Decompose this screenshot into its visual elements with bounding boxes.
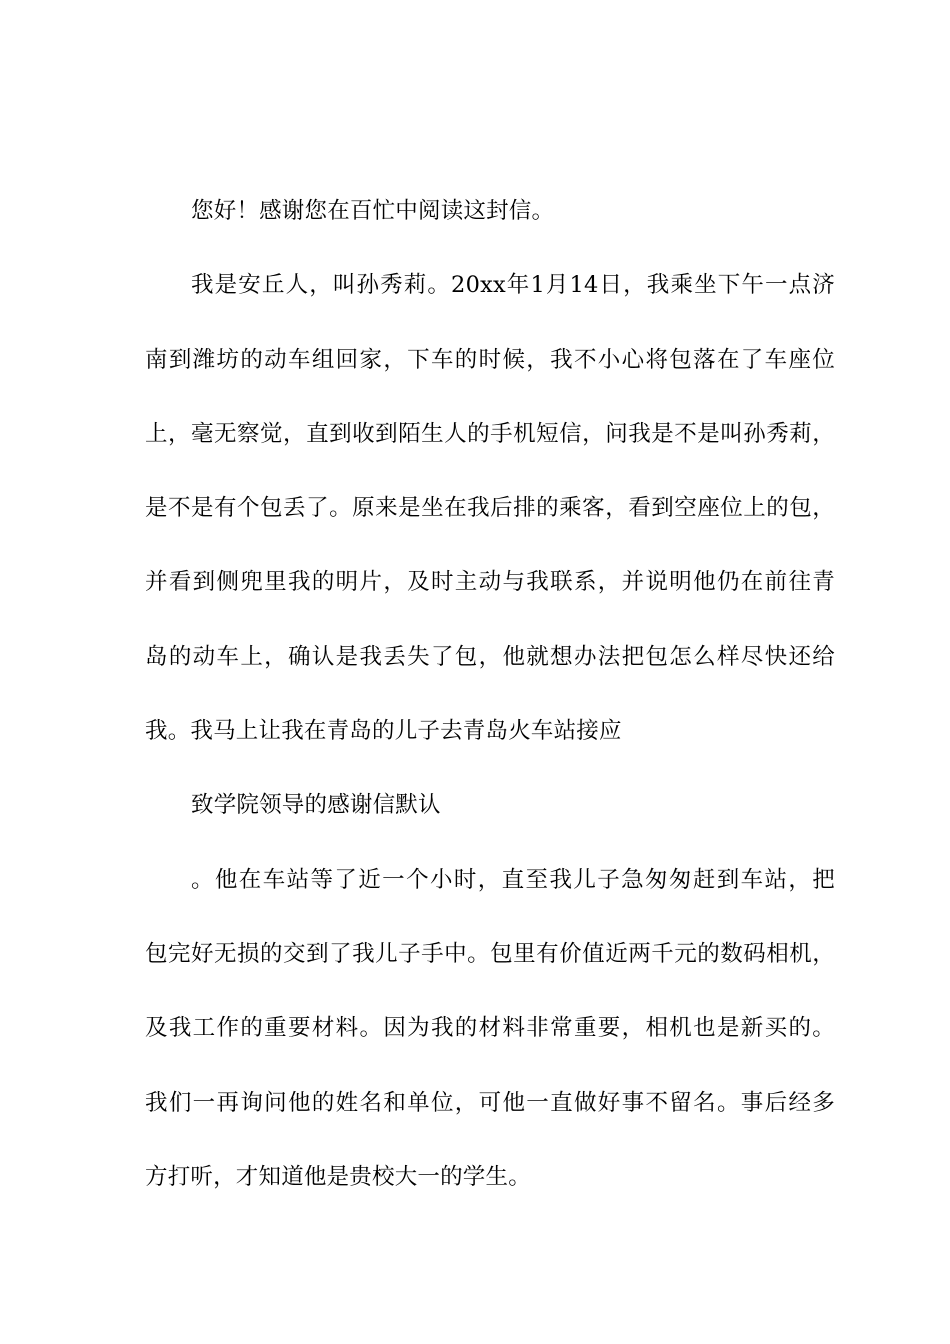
paragraph-line: 上，毫无察觉，直到收到陌生人的手机短信，问我是不是叫孙秀莉， (145, 420, 835, 447)
section-heading: 致学院领导的感谢信默认 (191, 792, 441, 819)
paragraph-line: 南到潍坊的动车组回家，下车的时候，我不小心将包落在了车座位 (145, 346, 835, 373)
paragraph-line: 岛的动车上，确认是我丢失了包，他就想办法把包怎么样尽快还给 (145, 643, 835, 670)
paragraph-line: 我是安丘人，叫孙秀莉。20xx年1月14日，我乘坐下午一点济 (191, 272, 835, 299)
paragraph-line: 方打听，才知道他是贵校大一的学生。 (145, 1163, 531, 1190)
paragraph-line: 包完好无损的交到了我儿子手中。包里有价值近两千元的数码相机， (145, 940, 835, 967)
paragraph-line: 我。我马上让我在青岛的儿子去青岛火车站接应 (145, 718, 622, 745)
letter-body (145, 199, 835, 1239)
paragraph-line: 是不是有个包丢了。原来是坐在我后排的乘客，看到空座位上的包， (145, 495, 835, 522)
paragraph-line: 并看到侧兜里我的明片，及时主动与我联系，并说明他仍在前往青 (145, 569, 835, 596)
paragraph-line: 。他在车站等了近一个小时，直至我儿子急匆匆赶到车站，把 (191, 866, 835, 893)
paragraph-line: 及我工作的重要材料。因为我的材料非常重要，相机也是新买的。 (145, 1015, 835, 1042)
paragraph-line: 我们一再询问他的姓名和单位，可他一直做好事不留名。事后经多 (145, 1089, 835, 1116)
paragraph-greeting: 您好！感谢您在百忙中阅读这封信。 (191, 198, 555, 224)
